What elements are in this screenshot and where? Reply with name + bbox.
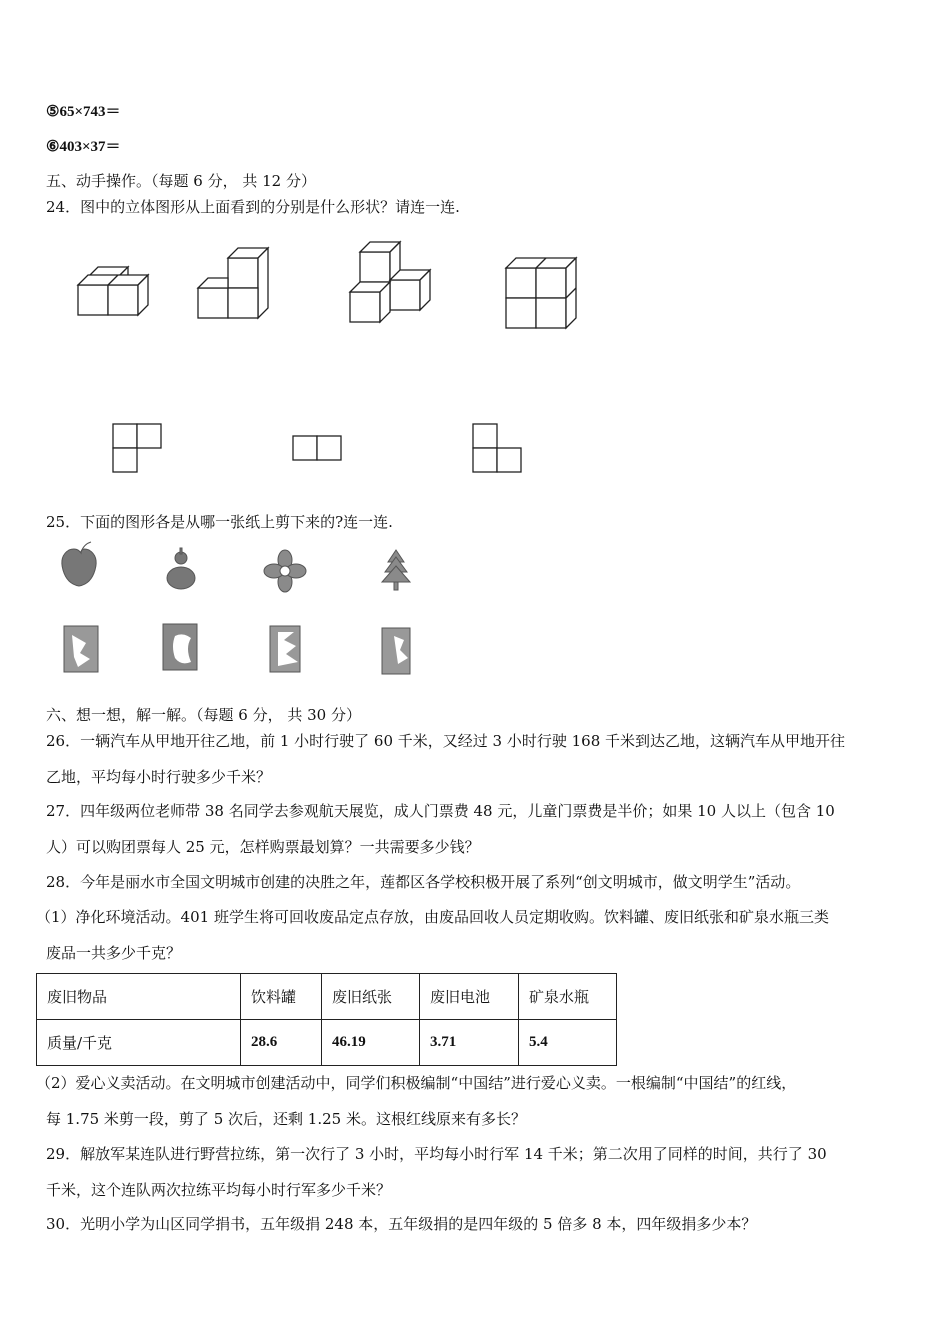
tree-shape [382,550,410,590]
apple-shape [62,542,96,586]
question-28-part2-line1: （2）爱心义卖活动。在文明城市创建活动中，同学们积极编制“中国结”进行爱心义卖。一根编制“中国结”的红线， [36,1074,797,1092]
question-25: 25．下面的图形各是从哪一张纸上剪下来的?连一连. [46,513,393,531]
paper-2 [163,624,197,670]
waste-table [36,973,617,1066]
flower-shape [264,550,306,592]
question-26-line2: 乙地，平均每小时行驶多少千米？ [46,768,272,786]
table-header-cell: 饮料罐 [241,974,322,1020]
question-29-line1: 29．解放军某连队进行野营拉练，第一次行了 3 小时，平均每小时行军 14 千米；第二次用了同样的时间，共行了 30 [46,1145,827,1163]
section6-title: 六、想一想，解一解。（每题 6 分， 共 30 分） [46,706,361,724]
table-cell: 质量/千克 [37,1020,241,1066]
table-header-cell: 废旧电池 [420,974,519,1020]
table-cell: 46.19 [322,1020,420,1066]
table-header-cell: 废旧物品 [37,974,241,1020]
table-cell: 28.6 [241,1020,322,1066]
section5-title: 五、动手操作。（每题 6 分， 共 12 分） [46,172,316,190]
calc-q5: ⑤65×743＝ [46,104,121,120]
question-28-part1-line1: （1）净化环境活动。401 班学生将可回收废品定点存放，由废品回收人员定期收购。饮料罐、废旧纸张和矿泉水瓶三类 [36,908,829,926]
gourd-shape [167,548,195,589]
table-row [37,1020,617,1066]
table-cell: 5.4 [519,1020,617,1066]
question-26-line1: 26．一辆汽车从甲地开往乙地，前 1 小时行驶了 60 千米，又经过 3 小时行驶 168 千米到达乙地，这辆汽车从甲地开往 [46,732,846,750]
question-30: 30．光明小学为山区同学捐书，五年级捐 248 本，五年级捐的是四年级的 5 倍多 8 本，四年级捐多少本？ [46,1215,757,1233]
table-cell: 3.71 [420,1020,519,1066]
paper-1 [64,626,98,672]
question-27-line2: 人）可以购团票每人 25 元，怎样购票最划算？一共需要多少钱？ [46,838,480,856]
table-header-row [37,974,617,1020]
question-28-part2-line2: 每 1.75 米剪一段，剪了 5 次后，还剩 1.25 米。这根红线原来有多长？ [46,1110,526,1128]
question-27-line1: 27．四年级两位老师带 38 名同学去参观航天展览，成人门票费 48 元，儿童门票费是半价；如果 10 人以上（包含 10 [46,802,835,820]
paper-4 [382,628,410,674]
question-28-part1-line2: 废品一共多少千克？ [46,944,182,962]
calc-q6: ⑥403×37＝ [46,139,121,155]
question-28-intro: 28．今年是丽水市全国文明城市创建的决胜之年，莲都区各学校积极开展了系列“创文明城市，做文明学生”活动。 [46,873,801,891]
table-header-cell: 废旧纸张 [322,974,420,1020]
question-24: 24．图中的立体图形从上面看到的分别是什么形状？请连一连. [46,198,460,216]
paper-3 [270,626,300,672]
table-header-cell: 矿泉水瓶 [519,974,617,1020]
question-29-line2: 千米，这个连队两次拉练平均每小时行军多少千米？ [46,1181,392,1199]
